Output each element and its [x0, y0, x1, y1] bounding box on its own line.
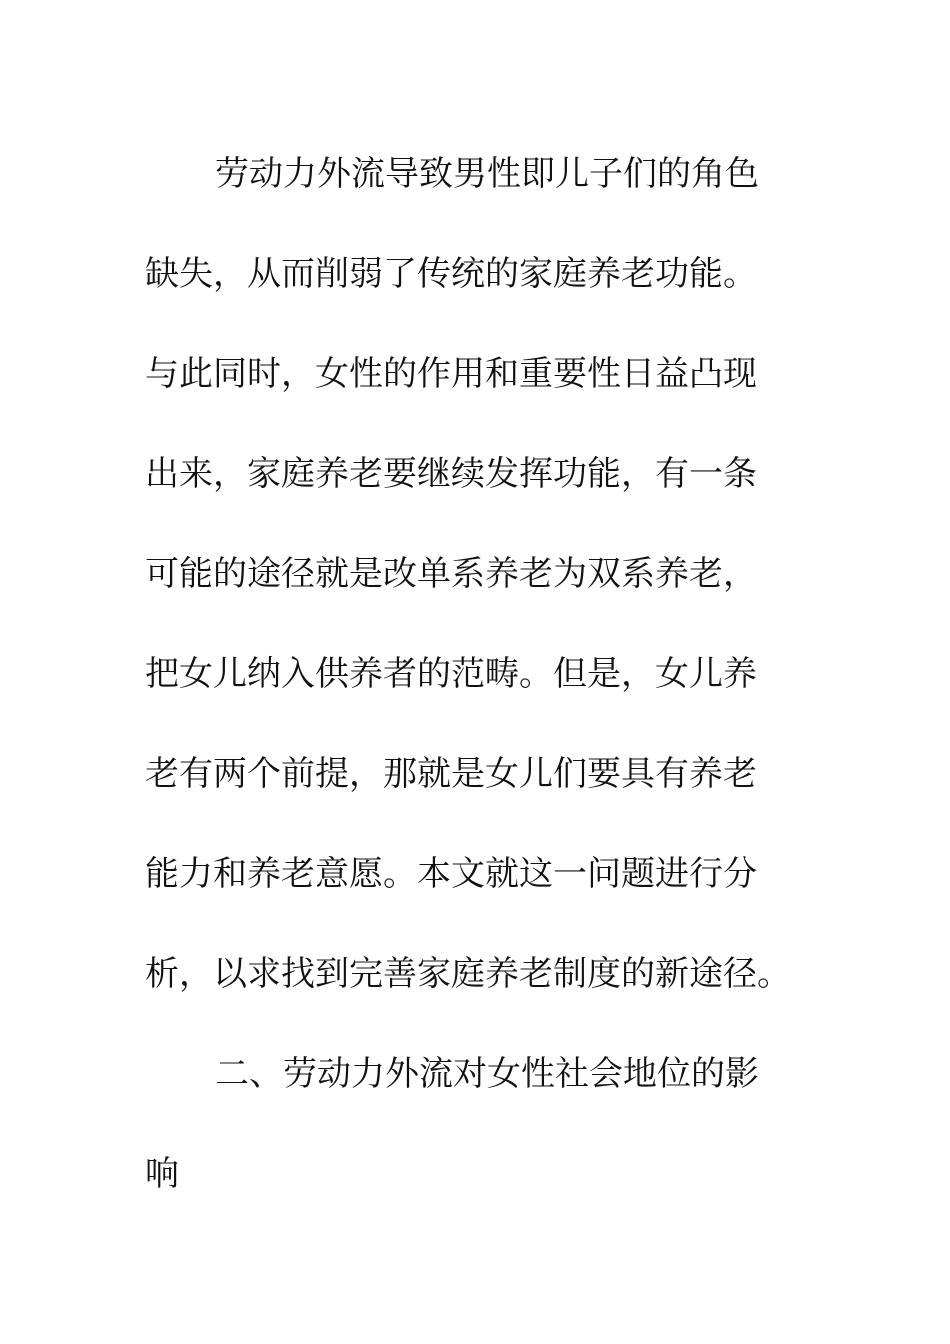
paragraph-line: 老有两个前提，那就是女儿们要具有养老	[145, 754, 757, 794]
paragraph-line: 可能的途径就是改单系养老为双系养老，	[145, 554, 757, 594]
paragraph-line: 出来，家庭养老要继续发挥功能，有一条	[145, 454, 757, 494]
section-heading-line: 二、劳动力外流对女性社会地位的影	[215, 1054, 759, 1094]
paragraph-line: 能力和养老意愿。本文就这一问题进行分	[145, 854, 757, 894]
paragraph-line: 把女儿纳入供养者的范畴。但是，女儿养	[145, 654, 757, 694]
section-heading-line: 响	[145, 1154, 179, 1194]
paragraph-line: 缺失，从而削弱了传统的家庭养老功能。	[145, 254, 757, 294]
paragraph-line: 与此同时，女性的作用和重要性日益凸现	[145, 354, 757, 394]
document-body	[145, 124, 805, 1224]
paragraph-line: 析，以求找到完善家庭养老制度的新途径。	[145, 954, 791, 994]
paragraph-line: 劳动力外流导致男性即儿子们的角色	[215, 154, 759, 194]
